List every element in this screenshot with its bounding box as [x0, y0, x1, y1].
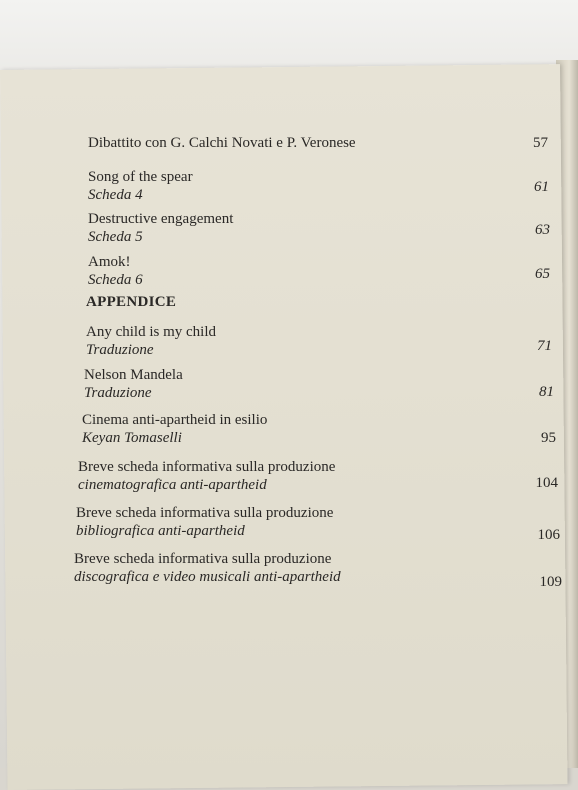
toc-entry-page: 109 — [539, 574, 562, 590]
toc-entry-title: Dibattito con G. Calchi Novati e P. Veronese — [88, 135, 356, 151]
toc-entry-page: 61 — [534, 179, 549, 195]
toc-entry-title: Breve scheda informativa sulla produzione — [78, 459, 336, 475]
toc-entry-title: Breve scheda informativa sulla produzione — [74, 551, 332, 567]
toc-entry — [76, 504, 562, 543]
toc-entry-subtitle: Keyan Tomaselli — [82, 430, 182, 446]
toc-entry-page: 65 — [535, 266, 550, 282]
toc-entry-page: 63 — [535, 222, 550, 238]
toc-entry-page: 81 — [539, 384, 554, 400]
toc-entry — [84, 366, 554, 402]
toc-entry-subtitle: Scheda 6 — [88, 272, 143, 288]
toc-entry-title: Amok! — [88, 254, 131, 270]
toc-entry-page: 106 — [537, 527, 560, 543]
toc-entry — [88, 210, 550, 246]
toc-entry — [88, 134, 550, 152]
toc-entry-subtitle: Scheda 4 — [88, 187, 143, 203]
toc-entry-page: 57 — [533, 135, 548, 151]
toc-entry — [86, 323, 554, 359]
toc-entry-subtitle: Scheda 5 — [88, 229, 143, 245]
toc-entry — [78, 458, 560, 494]
toc-entry-subtitle: discografica e video musicali anti-apartheid — [74, 569, 341, 585]
toc-entry-subtitle: Traduzione — [86, 342, 154, 358]
toc-entry-title: Nelson Mandela — [84, 367, 183, 383]
toc-entry-subtitle: bibliografica anti-apartheid — [76, 523, 245, 539]
section-heading-appendice: APPENDICE — [86, 294, 177, 310]
toc-entry-title: Song of the spear — [88, 169, 193, 185]
toc-entry-title: Destructive engagement — [88, 211, 234, 227]
toc-entry-title: Breve scheda informativa sulla produzione — [76, 505, 334, 521]
toc-entry — [88, 168, 550, 204]
toc-entry-title: Cinema anti-apartheid in esilio — [82, 412, 268, 428]
toc-entry — [88, 253, 550, 289]
toc-entry-page: 71 — [537, 338, 552, 354]
toc-entry-title: Any child is my child — [86, 324, 216, 340]
toc-entry-page: 95 — [541, 430, 556, 446]
toc-entry-page: 104 — [535, 475, 558, 491]
toc-entry — [82, 411, 558, 447]
toc-entry — [74, 550, 564, 590]
toc-entry-subtitle: cinematografica anti-apartheid — [78, 477, 267, 493]
toc-entry-subtitle: Traduzione — [84, 385, 152, 401]
